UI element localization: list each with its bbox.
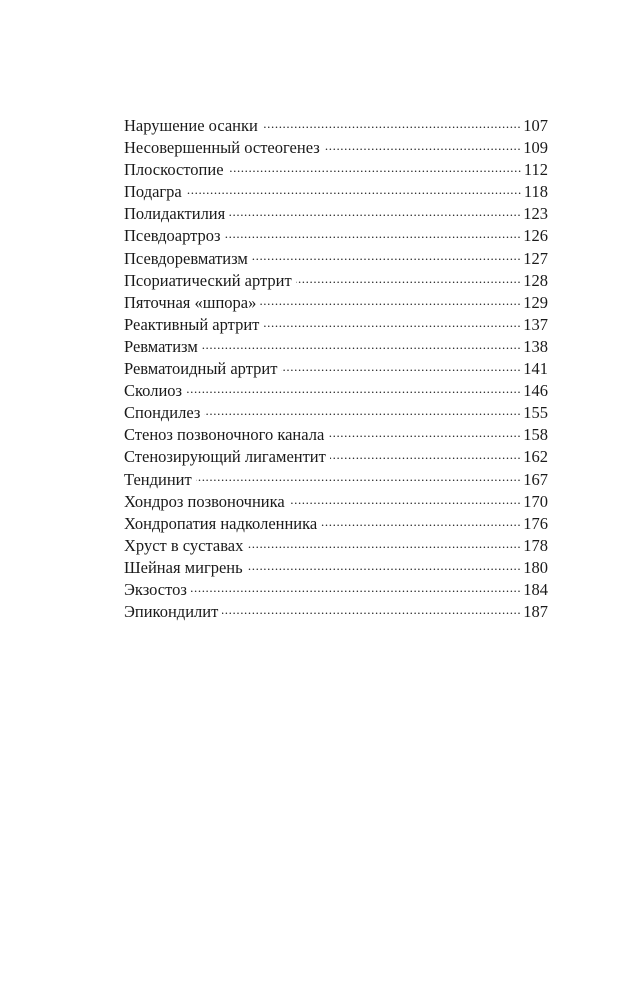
toc-entry-title: Шейная мигрень [124, 557, 243, 577]
toc-entry-title: Хондропатия надколенника [124, 513, 318, 533]
toc-entry-page: 170 [523, 491, 548, 511]
toc-entry-title: Эпикондилит [124, 602, 219, 622]
toc-entry [124, 203, 548, 225]
toc-entry-title: Хондроз позвоночника [124, 491, 285, 511]
toc-leader-dots [228, 161, 522, 175]
toc-leader-dots [260, 294, 521, 308]
toc-entry [124, 557, 548, 579]
toc-entry [124, 225, 548, 247]
toc-entry [124, 292, 548, 314]
toc-leader-dots [202, 338, 521, 352]
toc-leader-dots [222, 603, 521, 617]
toc-leader-dots [281, 360, 521, 374]
toc-leader-dots [252, 250, 521, 264]
toc-entry [124, 513, 548, 535]
toc-leader-dots [229, 205, 521, 219]
toc-entry-title: Ревматоидный артрит [124, 359, 278, 379]
toc-leader-dots [328, 426, 521, 440]
toc-entry-page: 155 [523, 403, 548, 423]
toc-entry-page: 158 [523, 425, 548, 445]
toc-entry-page: 138 [523, 336, 548, 356]
toc-leader-dots [330, 448, 521, 462]
toc-leader-dots [263, 316, 521, 330]
toc-entry-title: Подагра [124, 182, 182, 202]
toc-entry-title: Несовершенный остеогенез [124, 138, 320, 158]
toc-entry-page: 126 [523, 226, 548, 246]
toc-leader-dots [247, 559, 522, 573]
toc-entry [124, 491, 548, 513]
toc-leader-dots [321, 515, 521, 529]
toc-entry-title: Псориатический артрит [124, 270, 292, 290]
toc-entry [124, 535, 548, 557]
toc-leader-dots [186, 183, 522, 197]
toc-entry-title: Псевдоартроз [124, 226, 221, 246]
toc-entry-title: Стеноз позвоночного канала [124, 425, 325, 445]
toc-entry-title: Нарушение осанки [124, 116, 258, 135]
toc-leader-dots [296, 272, 522, 286]
toc-entry [124, 181, 548, 203]
toc-entry [124, 579, 548, 601]
toc-entry [124, 137, 548, 159]
toc-leader-dots [191, 581, 521, 595]
toc-leader-dots [324, 139, 522, 153]
toc-entry [124, 601, 548, 623]
toc-entry [124, 446, 548, 468]
toc-leader-dots [204, 404, 521, 418]
toc-entry [124, 314, 548, 336]
toc-entry-page: 178 [523, 535, 548, 555]
toc-entry-page: 141 [523, 359, 548, 379]
toc-entry-page: 109 [523, 138, 548, 158]
toc-entry-title: Стенозирующий лигаментит [124, 447, 326, 467]
toc-leader-dots [247, 537, 521, 551]
toc-leader-dots [225, 227, 522, 241]
toc-entry-page: 123 [523, 204, 548, 224]
toc-entry-title: Плоскостопие [124, 160, 224, 180]
toc-leader-dots [262, 117, 521, 131]
toc-entry-title: Спондилез [124, 403, 201, 423]
toc-entry [124, 270, 548, 292]
toc-entry-page: 118 [523, 182, 548, 202]
toc-entry-title: Полидактилия [124, 204, 226, 224]
toc-entry-title: Сколиоз [124, 381, 183, 401]
toc-entry-page: 176 [523, 513, 548, 533]
toc-entry [124, 380, 548, 402]
toc-entry-page: 137 [523, 314, 548, 334]
toc-entry-page: 129 [523, 292, 548, 312]
toc-entry-page: 184 [523, 579, 548, 599]
toc-leader-dots [289, 493, 522, 507]
toc-entry-page: 162 [523, 447, 548, 467]
toc-entry [124, 358, 548, 380]
toc-entry [124, 248, 548, 270]
toc-entry-title: Пяточная «шпора» [124, 292, 257, 312]
toc-entry-page: 112 [523, 160, 548, 180]
toc-entry-page: 128 [523, 270, 548, 290]
toc-entry [124, 402, 548, 424]
toc-entry [124, 336, 548, 358]
toc-entry [124, 424, 548, 446]
toc-entry-page: 167 [523, 469, 548, 489]
toc-entry-page: 127 [523, 248, 548, 268]
toc-entry-title: Хруст в суставах [124, 535, 244, 555]
toc-entry [124, 115, 548, 137]
toc-entry-page: 187 [523, 602, 548, 622]
toc-entry-title: Псевдоревматизм [124, 248, 248, 268]
toc-entry-page: 146 [523, 381, 548, 401]
toc-entry-page: 107 [523, 116, 548, 135]
table-of-contents [124, 115, 548, 623]
toc-entry-title: Ревматизм [124, 336, 198, 356]
toc-entry [124, 159, 548, 181]
toc-entry-title: Реактивный артрит [124, 314, 260, 334]
toc-entry-title: Экзостоз [124, 579, 187, 599]
toc-leader-dots [186, 382, 521, 396]
toc-entry-title: Тендинит [124, 469, 192, 489]
toc-entry-page: 180 [523, 557, 548, 577]
toc-leader-dots [196, 471, 522, 485]
toc-entry [124, 469, 548, 491]
